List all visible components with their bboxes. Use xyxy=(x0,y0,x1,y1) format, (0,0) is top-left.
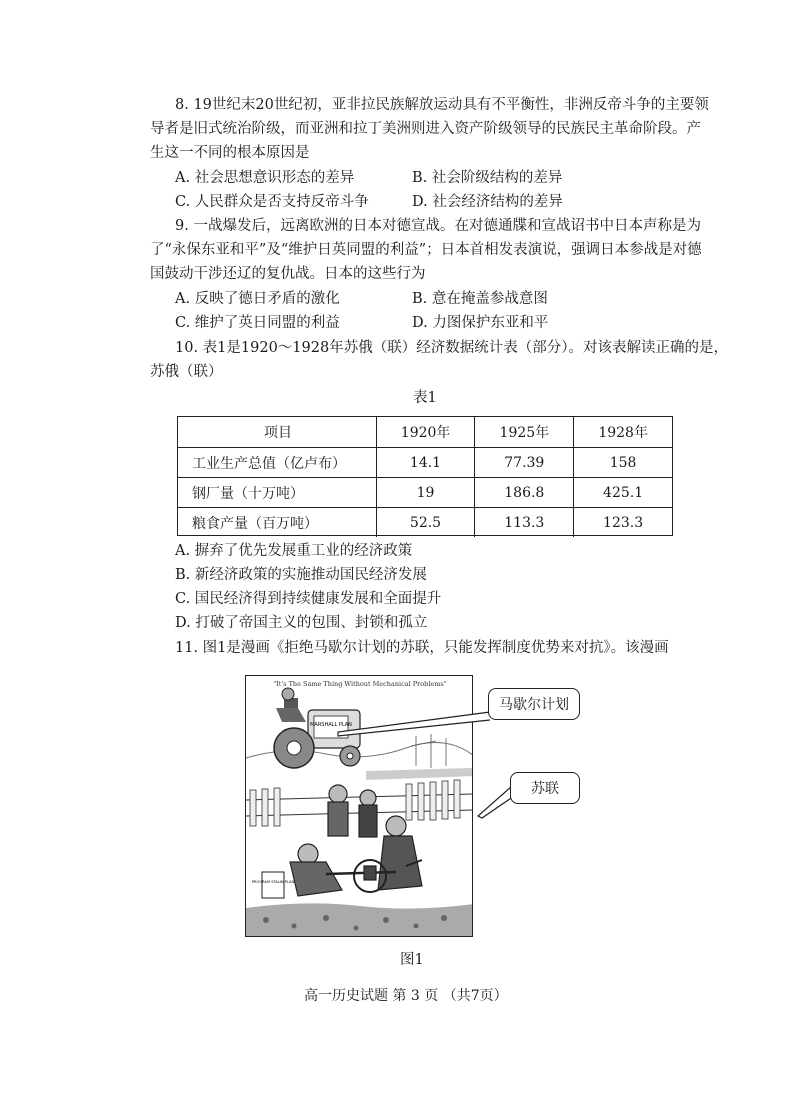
q8-stem-line-1: 8. 19世纪末20世纪初，亚非拉民族解放运动具有不平衡性，非洲反帝斗争的主要领 xyxy=(175,97,709,113)
table-cell: 钢厂量（十万吨） xyxy=(192,485,304,502)
table-cell: 19 xyxy=(376,478,475,507)
table-cell: 52.5 xyxy=(376,508,475,537)
table-header-cell: 1920年 xyxy=(376,417,475,447)
table-header-row xyxy=(178,417,672,447)
table-cell: 粮食产量（百万吨） xyxy=(192,515,318,532)
q9-stem-line-2: 了“永保东亚和平”及“维护日英同盟的利益”；日本首相发表演说，强调日本参战是对德 xyxy=(150,242,702,258)
q8-stem-line-3: 生这一不同的根本原因是 xyxy=(150,145,310,161)
q8-option-b: B. 社会阶级结构的差异 xyxy=(412,170,563,186)
q11-stem: 11. 图1是漫画《拒绝马歇尔计划的苏联，只能发挥制度优势来对抗》。该漫画 xyxy=(175,640,669,656)
q8-option-d: D. 社会经济结构的差异 xyxy=(412,194,563,210)
table-cell: 158 xyxy=(573,448,672,477)
q9-stem-line-1: 9. 一战爆发后，远离欧洲的日本对德宣战。在对德通牒和宣战诏书中日本声称是为 xyxy=(175,218,701,234)
table-caption: 表1 xyxy=(413,390,437,406)
q10-stem-line-1: 10. 表1是1920～1928年苏俄（联）经济数据统计表（部分）。对该表解读正确的是， xyxy=(175,340,728,356)
table-header-cell: 项目 xyxy=(264,425,292,441)
q9-option-c: C. 维护了英日同盟的利益 xyxy=(175,315,340,331)
economic-data-table xyxy=(177,416,673,536)
table-row xyxy=(178,447,672,477)
q9-option-d: D. 力图保护东亚和平 xyxy=(412,315,549,331)
q8-stem-line-2: 导者是旧式统治阶级，而亚洲和拉丁美洲则进入资产阶级领导的民族民主革命阶段。产 xyxy=(150,121,701,137)
q9-option-b: B. 意在掩盖参战意图 xyxy=(412,291,548,307)
plow-sign: PROGRAM STALIN PLAN xyxy=(251,880,295,884)
q10-option-d: D. 打破了帝国主义的包围、封锁和孤立 xyxy=(175,615,428,631)
q10-option-b: B. 新经济政策的实施推动国民经济发展 xyxy=(175,567,427,583)
figure-caption: 图1 xyxy=(400,952,424,968)
q10-stem-line-2: 苏俄（联） xyxy=(150,364,223,380)
table-row xyxy=(178,477,672,507)
cartoon-top-caption: "It's The Same Thing Without Mechanical Problems" xyxy=(273,680,447,688)
q10-option-c: C. 国民经济得到持续健康发展和全面提升 xyxy=(175,591,442,607)
table-cell: 123.3 xyxy=(573,508,672,537)
q9-option-a: A. 反映了德日矛盾的激化 xyxy=(175,291,340,307)
tractor-sign: MARSHALL PLAN xyxy=(310,722,352,728)
q8-option-a: A. 社会思想意识形态的差异 xyxy=(175,170,355,186)
page-footer: 高一历史试题 第 3 页 （共7页） xyxy=(304,988,508,1004)
q10-option-a: A. 摒弃了优先发展重工业的经济政策 xyxy=(175,543,413,559)
table-header-cell: 1928年 xyxy=(573,417,672,447)
table-cell: 工业生产总值（亿卢布） xyxy=(192,455,346,472)
table-cell: 425.1 xyxy=(573,478,672,507)
q8-option-c: C. 人民群众是否支持反帝斗争 xyxy=(175,194,369,210)
table-cell: 113.3 xyxy=(474,508,573,537)
table-cell: 77.39 xyxy=(474,448,573,477)
table-cell: 14.1 xyxy=(376,448,475,477)
q9-stem-line-3: 国鼓动干涉还辽的复仇战。日本的这些行为 xyxy=(150,266,426,282)
table-row xyxy=(178,507,672,537)
callout-ussr: 苏联 xyxy=(510,772,580,804)
table-header-cell: 1925年 xyxy=(474,417,573,447)
callout-marshall-plan: 马歇尔计划 xyxy=(488,688,580,720)
table-cell: 186.8 xyxy=(474,478,573,507)
